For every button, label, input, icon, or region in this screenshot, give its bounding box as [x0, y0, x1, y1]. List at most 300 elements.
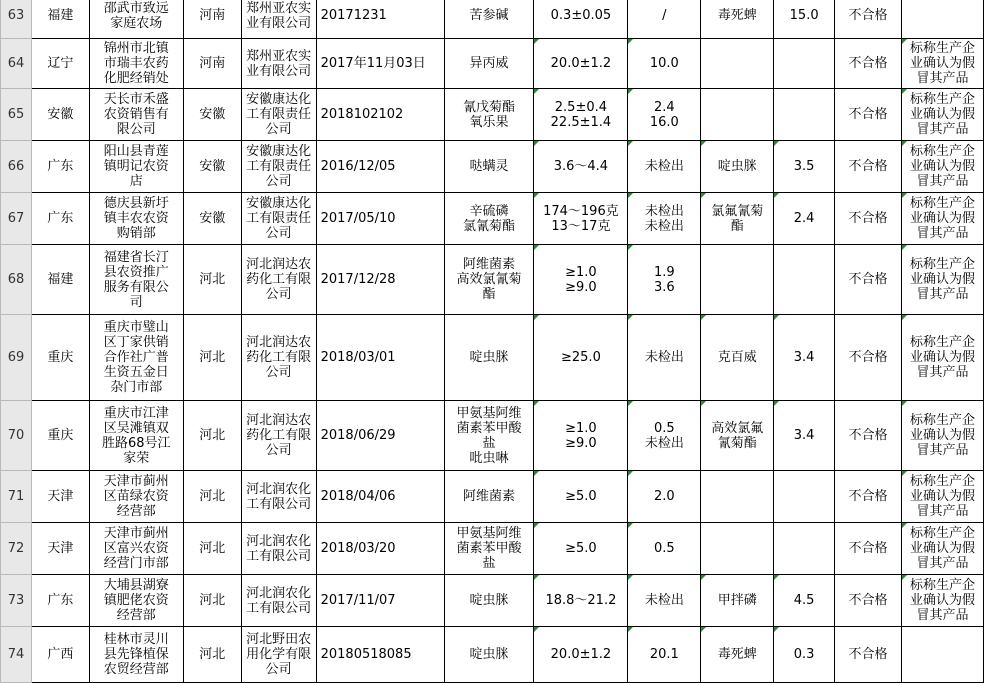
cell-measured[interactable] [628, 627, 701, 683]
comment-indicator-icon [628, 89, 633, 94]
cell-text-line: 阿维菌素 [462, 489, 515, 504]
comment-indicator-icon [534, 575, 539, 580]
row-header[interactable]: 68 [1, 245, 32, 315]
comment-indicator-icon [902, 89, 907, 94]
cell-text: 0.3 [793, 647, 815, 662]
cell-text-line: 工有限责任 [246, 211, 312, 226]
cell-ingredient[interactable] [444, 575, 534, 627]
cell-text-line: 1.9 [653, 264, 675, 280]
cell-origin[interactable] [183, 0, 241, 39]
cell-origin[interactable] [183, 523, 241, 575]
cell-ingredient[interactable] [444, 315, 534, 401]
cell-seller[interactable] [89, 401, 183, 471]
cell-labeled[interactable] [534, 39, 628, 89]
cell-measured[interactable] [628, 471, 701, 523]
cell-date[interactable] [316, 141, 444, 193]
row-header[interactable]: 74 [1, 627, 32, 683]
cell-illegal-amt[interactable] [774, 471, 835, 523]
comment-indicator-icon [628, 193, 633, 198]
table-row [1, 193, 984, 245]
cell-ingredient[interactable] [444, 245, 534, 315]
cell-measured[interactable] [628, 193, 701, 245]
cell-text: 不合格 [848, 428, 888, 443]
cell-measured[interactable] [628, 245, 701, 315]
comment-indicator-icon [902, 523, 907, 528]
cell-seller[interactable] [89, 471, 183, 523]
cell-text-line: 18.8～21.2 [545, 593, 617, 608]
cell-text: 辽宁 [47, 56, 74, 71]
comment-indicator-icon [628, 39, 633, 44]
cell-result[interactable] [835, 315, 902, 401]
cell-measured[interactable] [628, 39, 701, 89]
cell-text: 不合格 [848, 350, 888, 365]
cell-text-line: 未检出 [644, 159, 684, 174]
cell-note[interactable] [901, 141, 983, 193]
cell-text-line: 氯氰菊酯 [462, 218, 515, 234]
cell-date[interactable] [316, 401, 444, 471]
cell-ingredient[interactable] [444, 471, 534, 523]
cell-result[interactable] [835, 39, 902, 89]
cell-text-line: 用化学有限 [246, 647, 312, 662]
cell-text-line: 区吴滩镇双 [103, 420, 169, 436]
row-header[interactable]: 66 [1, 141, 32, 193]
cell-province[interactable] [31, 141, 89, 193]
cell-text-line: 高效氯氰菊 [456, 272, 522, 287]
cell-ingredient[interactable] [444, 0, 534, 39]
row-header[interactable]: 71 [1, 471, 32, 523]
cell-text-line: 河北润达农 [246, 335, 312, 350]
cell-origin[interactable] [183, 627, 241, 683]
cell-text-line: ≥9.0 [565, 435, 597, 451]
cell-text-line: 胜路68号江 [102, 435, 171, 451]
cell-date[interactable] [316, 193, 444, 245]
comment-indicator-icon [534, 627, 539, 632]
cell-text-line: ≥9.0 [565, 279, 597, 295]
cell-text-line: 天津市蓟州 [103, 526, 169, 541]
cell-text-line: 工有限公司 [246, 600, 312, 616]
cell-note[interactable] [901, 401, 983, 471]
cell-measured[interactable] [628, 89, 701, 141]
cell-illegal[interactable] [701, 315, 774, 401]
cell-note[interactable] [901, 523, 983, 575]
cell-illegal[interactable] [701, 193, 774, 245]
comment-indicator-icon [701, 627, 706, 632]
comment-indicator-icon [902, 471, 907, 476]
comment-indicator-icon [701, 575, 706, 580]
cell-text-line: 未检出 [644, 593, 684, 608]
cell-origin[interactable] [183, 141, 241, 193]
cell-maker[interactable] [241, 39, 316, 89]
cell-illegal-amt[interactable] [774, 245, 835, 315]
cell-text-line: 2.0 [653, 489, 675, 504]
cell-illegal[interactable] [701, 575, 774, 627]
cell-text-line: 3.6 [653, 279, 675, 295]
comment-indicator-icon [534, 471, 539, 476]
cell-result[interactable] [835, 627, 902, 683]
cell-province[interactable] [31, 39, 89, 89]
cell-ingredient[interactable] [444, 89, 534, 141]
cell-text-line: 药化工有限 [246, 272, 312, 287]
cell-illegal[interactable] [701, 401, 774, 471]
cell-labeled[interactable] [534, 245, 628, 315]
cell-maker[interactable] [241, 245, 316, 315]
cell-text-line: 冒其产品 [916, 174, 969, 189]
cell-text-line: 冒其产品 [916, 365, 969, 380]
cell-text-line: 克百威 [717, 350, 757, 365]
cell-seller[interactable] [89, 245, 183, 315]
cell-text: 不合格 [848, 107, 888, 122]
cell-origin[interactable] [183, 315, 241, 401]
cell-text-line: 未检出 [644, 350, 684, 365]
cell-text-line: 阳山县青莲 [103, 144, 169, 159]
row-header[interactable]: 70 [1, 401, 32, 471]
cell-origin[interactable] [183, 193, 241, 245]
cell-result[interactable] [835, 471, 902, 523]
cell-text-line: 3.6～4.4 [553, 159, 609, 174]
cell-text-line: 标称生产企 [909, 526, 975, 541]
cell-maker[interactable] [241, 627, 316, 683]
cell-date[interactable] [316, 627, 444, 683]
cell-date[interactable] [316, 245, 444, 315]
cell-illegal[interactable] [701, 39, 774, 89]
cell-ingredient[interactable] [444, 193, 534, 245]
row-header[interactable]: 64 [1, 39, 32, 89]
cell-text-line: 甲氨基阿维 [456, 405, 522, 421]
cell-text-line: 冒其产品 [916, 226, 969, 241]
cell-text-line: 福建省长汀 [103, 249, 169, 265]
cell-illegal-amt[interactable] [774, 89, 835, 141]
cell-date[interactable] [316, 89, 444, 141]
cell-date[interactable] [316, 0, 444, 39]
cell-result[interactable] [835, 89, 902, 141]
cell-measured[interactable] [628, 141, 701, 193]
cell-text-line: 哒螨灵 [469, 159, 509, 174]
cell-origin[interactable] [183, 39, 241, 89]
cell-text: 不合格 [848, 211, 888, 226]
cell-province[interactable] [31, 627, 89, 683]
cell-text: 不合格 [848, 593, 888, 608]
cell-text-line: 20.0±1.2 [550, 647, 612, 662]
cell-text-line: 工有限责任 [246, 159, 312, 174]
cell-origin[interactable] [183, 401, 241, 471]
cell-ingredient[interactable] [444, 627, 534, 683]
cell-text-line: ≥25.0 [561, 350, 601, 365]
cell-text: 安徽 [199, 159, 226, 174]
cell-measured[interactable] [628, 315, 701, 401]
cell-text-line: 吡虫啉 [469, 450, 509, 466]
table-body [1, 0, 984, 683]
cell-origin[interactable] [183, 471, 241, 523]
cell-text-line: 公司 [265, 122, 292, 137]
table-row [1, 245, 984, 315]
cell-text: 天津 [47, 541, 74, 556]
comment-indicator-icon [534, 89, 539, 94]
cell-seller[interactable] [89, 0, 183, 39]
cell-illegal-amt[interactable] [774, 315, 835, 401]
cell-illegal-amt[interactable] [774, 575, 835, 627]
cell-illegal[interactable] [701, 245, 774, 315]
cell-result[interactable] [835, 575, 902, 627]
cell-origin[interactable] [183, 89, 241, 141]
cell-date[interactable] [316, 575, 444, 627]
cell-date[interactable] [316, 39, 444, 89]
cell-illegal[interactable] [701, 523, 774, 575]
row-header[interactable]: 72 [1, 523, 32, 575]
comment-indicator-icon [902, 401, 907, 406]
cell-text: 不合格 [848, 272, 888, 287]
cell-text-line: 经营部 [116, 504, 156, 519]
comment-indicator-icon [628, 627, 633, 632]
cell-text-line: 2.5±0.4 [554, 99, 608, 115]
cell-text: 2018/04/06 [320, 489, 396, 504]
cell-province[interactable] [31, 523, 89, 575]
cell-maker[interactable] [241, 523, 316, 575]
cell-measured[interactable] [628, 575, 701, 627]
cell-text-line: 标称生产企 [909, 474, 975, 489]
cell-text-line: 标称生产企 [909, 92, 975, 107]
cell-illegal[interactable] [701, 471, 774, 523]
cell-text-line: 未检出 [644, 435, 684, 451]
cell-note[interactable] [901, 193, 983, 245]
cell-ingredient[interactable] [444, 39, 534, 89]
cell-text-line: 家荣 [123, 450, 150, 466]
table-row [1, 523, 984, 575]
cell-illegal-amt[interactable] [774, 627, 835, 683]
cell-text-line: 业确认为假 [909, 211, 975, 226]
cell-seller[interactable] [89, 193, 183, 245]
cell-province[interactable] [31, 89, 89, 141]
cell-text-line: 县农资推广 [103, 264, 169, 280]
cell-text: 广西 [47, 647, 74, 662]
cell-text-line: 安徽康达化 [246, 92, 312, 107]
cell-text-line: 22.5±1.4 [550, 114, 612, 130]
cell-text: 福建 [47, 8, 74, 23]
cell-result[interactable] [835, 401, 902, 471]
cell-labeled[interactable] [534, 523, 628, 575]
cell-text: 15.0 [789, 8, 819, 23]
cell-province[interactable] [31, 0, 89, 39]
cell-labeled[interactable] [534, 627, 628, 683]
row-header[interactable]: 63 [1, 0, 32, 39]
cell-illegal-amt[interactable] [774, 193, 835, 245]
cell-text-line: 冒其产品 [916, 504, 969, 519]
cell-illegal[interactable] [701, 141, 774, 193]
cell-text-line: 酯 [482, 287, 496, 302]
cell-text-line: 标称生产企 [909, 144, 975, 159]
cell-text-line: 菌素苯甲酸 [456, 541, 522, 556]
cell-labeled[interactable] [534, 193, 628, 245]
cell-maker[interactable] [241, 575, 316, 627]
cell-text: 20180518085 [320, 647, 412, 662]
cell-text: 广东 [47, 211, 74, 226]
cell-labeled[interactable] [534, 401, 628, 471]
cell-ingredient[interactable] [444, 141, 534, 193]
cell-text-line: 药化工有限 [246, 350, 312, 365]
cell-note[interactable] [901, 315, 983, 401]
table-row [1, 627, 984, 683]
cell-province[interactable] [31, 575, 89, 627]
cell-text-line: 郑州亚农实 [246, 0, 312, 16]
cell-text-line: 业确认为假 [909, 593, 975, 608]
cell-ingredient[interactable] [444, 523, 534, 575]
cell-text: 4.5 [793, 593, 815, 608]
cell-text-line: 氰戊菊酯 [462, 99, 515, 115]
cell-text-line: 工有限公司 [246, 548, 312, 564]
cell-text-line: 业确认为假 [909, 56, 975, 71]
cell-text: 广东 [47, 159, 74, 174]
cell-illegal-amt[interactable] [774, 39, 835, 89]
cell-note[interactable] [901, 0, 983, 39]
cell-text-line: 公司 [265, 226, 292, 241]
cell-seller[interactable] [89, 39, 183, 89]
cell-text-line: 业确认为假 [909, 272, 975, 287]
comment-indicator-icon [628, 245, 633, 250]
cell-text-line: 公司 [265, 662, 292, 677]
cell-illegal-amt[interactable] [774, 523, 835, 575]
cell-note[interactable] [901, 471, 983, 523]
cell-labeled[interactable] [534, 315, 628, 401]
cell-illegal[interactable] [701, 0, 774, 39]
comment-indicator-icon [774, 193, 779, 198]
cell-text-line: 锦州市北镇 [103, 41, 169, 56]
cell-maker[interactable] [241, 401, 316, 471]
row-header[interactable]: 69 [1, 315, 32, 401]
cell-text-line: 异丙威 [469, 56, 509, 71]
cell-text-line: 德庆县新圩 [103, 196, 169, 211]
cell-date[interactable] [316, 523, 444, 575]
cell-origin[interactable] [183, 575, 241, 627]
cell-labeled[interactable] [534, 575, 628, 627]
cell-maker[interactable] [241, 89, 316, 141]
cell-text-line: 桂林市灵川 [103, 632, 169, 647]
comment-indicator-icon [902, 141, 907, 146]
table-row [1, 575, 984, 627]
comment-indicator-icon [628, 471, 633, 476]
cell-result[interactable] [835, 0, 902, 39]
cell-labeled[interactable] [534, 471, 628, 523]
cell-measured[interactable] [628, 401, 701, 471]
cell-province[interactable] [31, 193, 89, 245]
cell-origin[interactable] [183, 245, 241, 315]
cell-seller[interactable] [89, 141, 183, 193]
row-header[interactable]: 67 [1, 193, 32, 245]
cell-text-line: 标称生产企 [909, 257, 975, 272]
cell-measured[interactable] [628, 0, 701, 39]
cell-text: 河北 [199, 647, 226, 662]
cell-text-line: 业确认为假 [909, 159, 975, 174]
cell-ingredient[interactable] [444, 401, 534, 471]
cell-illegal-amt[interactable] [774, 0, 835, 39]
cell-text-line: 啶虫脒 [469, 647, 509, 662]
cell-result[interactable] [835, 245, 902, 315]
cell-maker[interactable] [241, 193, 316, 245]
cell-text: 重庆 [47, 350, 74, 365]
cell-date[interactable] [316, 471, 444, 523]
cell-text: 不合格 [848, 159, 888, 174]
cell-maker[interactable] [241, 0, 316, 39]
cell-text-line: 氧乐果 [469, 114, 509, 130]
cell-text: 重庆 [47, 428, 74, 443]
cell-note[interactable] [901, 627, 983, 683]
cell-maker[interactable] [241, 141, 316, 193]
cell-labeled[interactable] [534, 0, 628, 39]
row-header[interactable]: 65 [1, 89, 32, 141]
cell-illegal-amt[interactable] [774, 141, 835, 193]
cell-province[interactable] [31, 315, 89, 401]
cell-text-line: 杂门市部 [110, 380, 163, 395]
comment-indicator-icon [902, 39, 907, 44]
row-header[interactable]: 73 [1, 575, 32, 627]
cell-text-line: 冒其产品 [916, 443, 969, 458]
cell-maker[interactable] [241, 315, 316, 401]
cell-text-line: 业确认为假 [909, 107, 975, 122]
cell-province[interactable] [31, 401, 89, 471]
cell-text: 河北 [199, 541, 226, 556]
cell-seller[interactable] [89, 523, 183, 575]
cell-seller[interactable] [89, 575, 183, 627]
cell-seller[interactable] [89, 627, 183, 683]
cell-province[interactable] [31, 471, 89, 523]
cell-text-line: 区丁家供销 [103, 335, 169, 350]
cell-text: 2018102102 [320, 107, 404, 122]
cell-text: 2017/12/28 [320, 272, 396, 287]
cell-seller[interactable] [89, 315, 183, 401]
cell-text-line: 河北野田农 [246, 632, 312, 647]
comment-indicator-icon [774, 315, 779, 320]
cell-text: 安徽 [199, 107, 226, 122]
cell-text-line: 酯 [730, 218, 744, 234]
cell-labeled[interactable] [534, 89, 628, 141]
cell-result[interactable] [835, 141, 902, 193]
cell-maker[interactable] [241, 471, 316, 523]
cell-text: 20171231 [320, 8, 387, 23]
cell-seller[interactable] [89, 89, 183, 141]
cell-province[interactable] [31, 245, 89, 315]
cell-text-line: 公司 [265, 365, 292, 380]
cell-text-line: 13～17克 [551, 218, 611, 234]
cell-note[interactable] [901, 89, 983, 141]
cell-text-line: 阿维菌素 [462, 257, 515, 272]
cell-text: 2017/05/10 [320, 211, 396, 226]
cell-date[interactable] [316, 315, 444, 401]
cell-text: 天津 [47, 489, 74, 504]
cell-result[interactable] [835, 523, 902, 575]
cell-text-line: ≥1.0 [565, 264, 597, 280]
cell-text-line: 安徽康达化 [246, 144, 312, 159]
cell-text-line: 冒其产品 [916, 71, 969, 86]
cell-text-line: 工有限责任 [246, 107, 312, 122]
comment-indicator-icon [628, 575, 633, 580]
cell-text-line: 河北润达农 [246, 257, 312, 272]
cell-measured[interactable] [628, 523, 701, 575]
cell-note[interactable] [901, 245, 983, 315]
cell-text-line: 氯氟氰菊 [711, 203, 764, 219]
cell-text: 2017年11月03日 [320, 56, 426, 71]
cell-note[interactable] [901, 575, 983, 627]
cell-labeled[interactable] [534, 141, 628, 193]
cell-illegal-amt[interactable] [774, 401, 835, 471]
comment-indicator-icon [534, 315, 539, 320]
cell-illegal[interactable] [701, 89, 774, 141]
cell-result[interactable] [835, 193, 902, 245]
cell-text: 3.5 [793, 159, 815, 174]
cell-note[interactable] [901, 39, 983, 89]
comment-indicator-icon [534, 39, 539, 44]
cell-text-line: 经营部 [116, 608, 156, 623]
cell-illegal[interactable] [701, 627, 774, 683]
cell-text-line: 河北润农化 [246, 533, 312, 549]
cell-text-line: 安徽康达化 [246, 196, 312, 211]
